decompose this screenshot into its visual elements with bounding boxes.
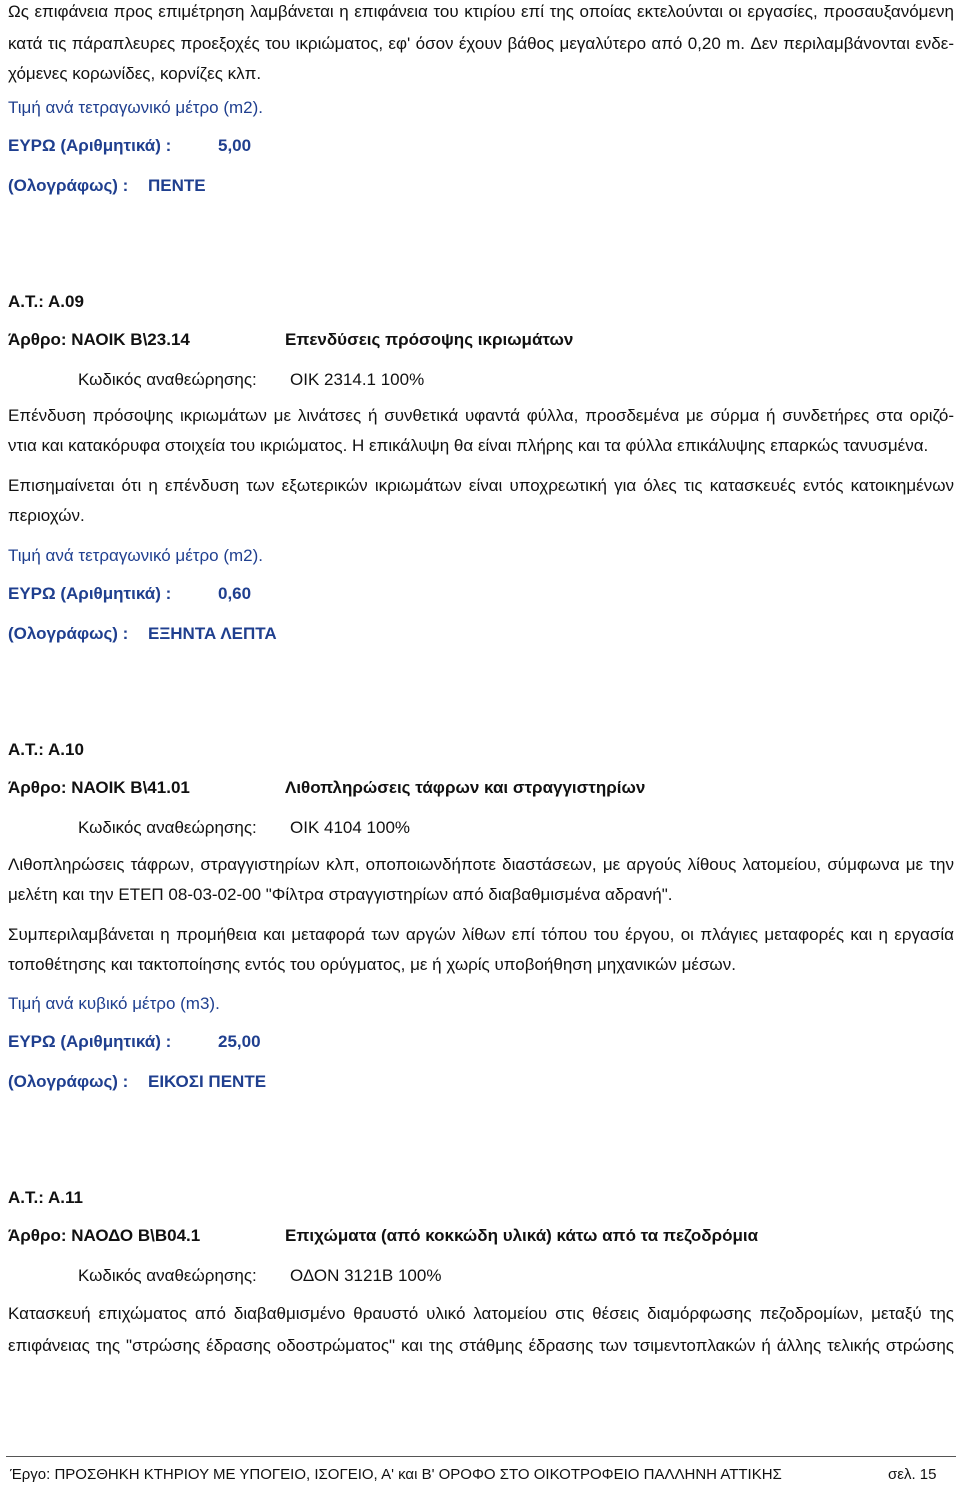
item-10-revision-value: ΟΙΚ 4104 100% [290,818,411,837]
item-10-desc2-line2: τοποθέτησης και τακτοποίησης εντός του ορύγματος, με ή χωρίς υποβοήθηση μηχανικών μέσων. [8,955,736,974]
item-11-desc1-line1: Κατασκευή επιχώματος από διαβαθμισμένο θραυστό υλικό λατομείου στις θέσεις διαμόρφωσης πεζοδρομίων, μεταξύ της [8,1304,954,1323]
item-09-desc2-line1: Επισημαίνεται ότι η επένδυση των εξωτερικών ικριωμάτων είναι υποχρεωτική για όλες τις κατασκευές εντός κατοικημένων [8,476,954,495]
intro-unit: Τιμή ανά τετραγωνικό μέτρο (m2). [8,98,264,117]
item-09-desc1-line1: Επένδυση πρόσοψης ικριωμάτων με λινάτσες ή συνθετικά υφαντά φύλλα, προσδεμένα με σύρμα ή συνδετήρες στα οριζό- [8,406,954,425]
footer-page-number: σελ. 15 [888,1466,937,1483]
item-09-words-value: ΕΞΗΝΤΑ ΛΕΠΤΑ [148,624,277,643]
item-09-price-value: 0,60 [218,584,252,603]
intro-words-value: ΠΕΝΤΕ [148,176,206,195]
item-10-words-label: (Ολογράφως) : [8,1072,129,1091]
intro-line-1: Ως επιφάνεια προς επιμέτρηση λαμβάνεται η επιφάνεια του κτιρίου επί της οποίας εκτελούνται οι εργασίες, προσαυξανόμενη [8,2,954,21]
item-11-revision-label: Κωδικός αναθεώρησης: [78,1266,257,1285]
item-10-unit: Τιμή ανά κυβικό μέτρο (m3). [8,994,220,1013]
item-11-desc1-line2: επιφάνειας της "στρώσης έδρασης οδοστρώματος" και της στάθμης έδρασης των τσιμεντοπλακών ή άλλης τελικής στρώσης [8,1336,954,1355]
item-10-desc2-line1: Συμπεριλαμβάνεται η προμήθεια και μεταφορά των αργών λίθων επί τόπου του έργου, οι πλάγιες μεταφορές και η εργασία [8,925,954,944]
item-09-revision-value: ΟΙΚ 2314.1 100% [290,370,425,389]
item-09-words-label: (Ολογράφως) : [8,624,129,643]
item-11-article: Άρθρο: ΝΑΟΔΟ Β\Β04.1 [8,1226,201,1245]
intro-line-2: κατά τις πάραπλευρες προεξοχές του ικριώματος, εφ' όσον έχουν βάθος μεγαλύτερο από 0,20 m. Δεν περιλαμβάνονται ενδε- [8,34,954,53]
item-10-price-value: 25,00 [218,1032,261,1051]
item-11-at: Α.Τ.: Α.11 [8,1188,83,1207]
item-09-revision-label: Κωδικός αναθεώρησης: [78,370,257,389]
intro-price-value: 5,00 [218,136,252,155]
intro-price-label: ΕΥΡΩ (Αριθμητικά) : [8,136,172,155]
item-11-revision-value: ΟΔΟΝ 3121Β 100% [290,1266,442,1285]
item-10-desc1-line1: Λιθοπληρώσεις τάφρων, στραγγιστηρίων κλπ, οποποιωνδήποτε διαστάσεων, με αργούς λίθους λατομείου, σύμφωνα με την [8,855,954,874]
item-10-revision-label: Κωδικός αναθεώρησης: [78,818,257,837]
item-10-words-value: ΕΙΚΟΣΙ ΠΕΝΤΕ [148,1072,267,1091]
item-09-at: Α.Τ.: Α.09 [8,292,84,311]
item-10-desc1-line2: μελέτη και την ΕΤΕΠ 08-03-02-00 "Φίλτρα στραγγιστηρίων από διαβαθμισμένα αδρανή". [8,885,673,904]
item-09-title: Επενδύσεις πρόσοψης ικριωμάτων [285,330,574,349]
item-10-article: Άρθρο: ΝΑΟΙΚ Β\41.01 [8,778,190,797]
item-10-price-label: ΕΥΡΩ (Αριθμητικά) : [8,1032,172,1051]
item-09-desc2-line2: περιοχών. [8,506,85,525]
item-09-desc1-line2: ντια και κατακόρυφα στοιχεία του ικριώματος. Η επικάλυψη θα είναι πλήρης και τα φύλλα επικάλυψης επαρκώς τανυσμένα. [8,436,929,455]
item-11-title: Επιχώματα (από κοκκώδη υλικά) κάτω από τα πεζοδρόμια [285,1226,759,1245]
item-09-price-label: ΕΥΡΩ (Αριθμητικά) : [8,584,172,603]
item-09-article: Άρθρο: ΝΑΟΙΚ Β\23.14 [8,330,190,349]
item-10-at: Α.Τ.: Α.10 [8,740,84,759]
footer-project: Έργο: ΠΡΟΣΘΗΚΗ ΚΤΗΡΙΟΥ ΜΕ ΥΠΟΓΕΙΟ, ΙΣΟΓΕΙΟ, Α' και Β' ΟΡΟΦΟ ΣΤΟ ΟΙΚΟΤΡΟΦΕΙΟ ΠΑΛΛΗΝΗ ΑΤΤΙΚΗΣ [10,1466,782,1483]
footer-divider [6,1456,956,1457]
intro-line-3: χόμενες κορωνίδες, κορνίζες κλπ. [8,64,262,83]
item-10-title: Λιθοπληρώσεις τάφρων και στραγγιστηρίων [285,778,646,797]
intro-words-label: (Ολογράφως) : [8,176,129,195]
item-09-unit: Τιμή ανά τετραγωνικό μέτρο (m2). [8,546,264,565]
